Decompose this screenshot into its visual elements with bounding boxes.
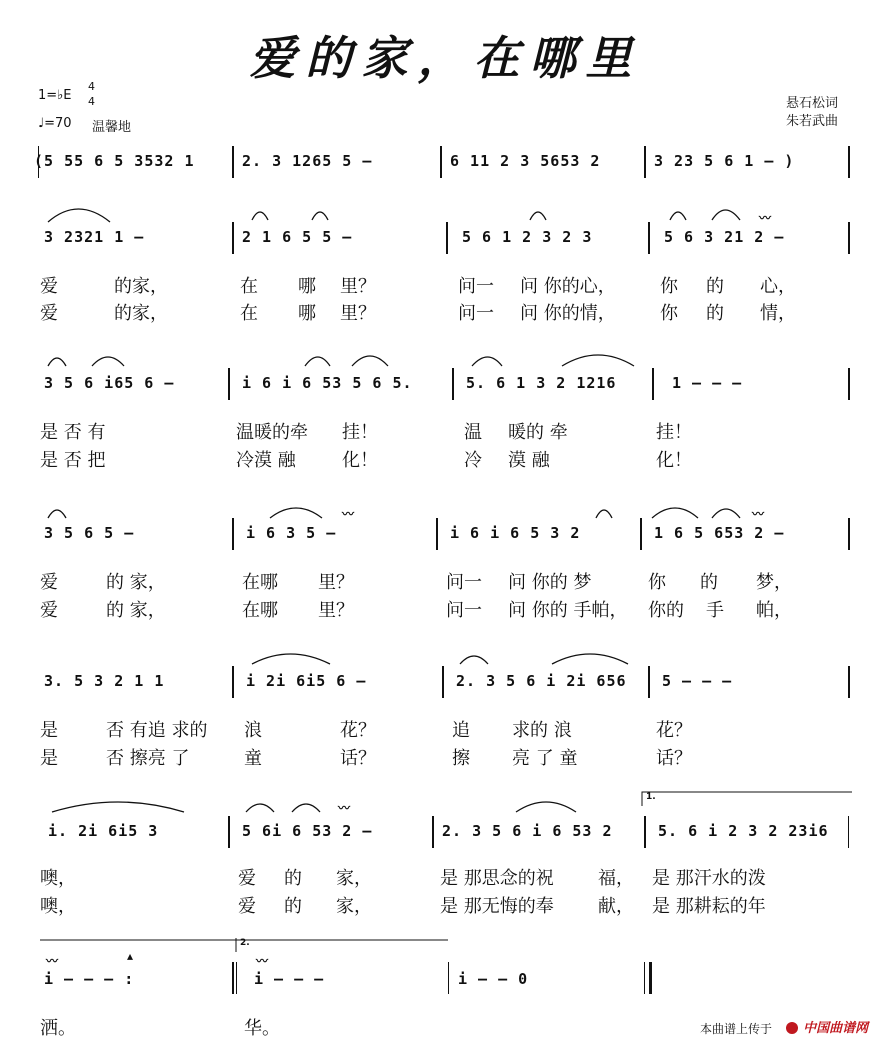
measure-1-4: 5 6 3 21 2 – xyxy=(664,228,785,246)
measure-1-1: 3 2321 1 – xyxy=(44,228,145,246)
measure-5-4: 5. 6 i 2 3 2 23i6 xyxy=(658,822,829,840)
site-logo[interactable] xyxy=(786,1017,868,1036)
measure-3-3: i 6 i 6 5 3 2 xyxy=(450,524,581,542)
measure-6-3: i – – 0 xyxy=(458,970,529,988)
measure-5-2: 5 6i 6 53 2 – xyxy=(242,822,373,840)
measure-1-2: 2 1 6 5 5 – xyxy=(242,228,353,246)
measure-1-3: 5 6 1 2 3 2 3 xyxy=(462,228,593,246)
upload-notice: 本曲谱上传于 xyxy=(700,1022,773,1036)
composer-credit: 朱若武曲 xyxy=(786,114,839,129)
measure-3-4: 1 6 5 653 2 – xyxy=(654,524,785,542)
measure-5-3: 2. 3 5 6 i 6 53 2 xyxy=(442,822,613,840)
song-title: 爱的家，在哪里 xyxy=(249,31,642,85)
measure-2-3: 5. 6 1 3 2 1216 xyxy=(466,374,617,392)
intro-measure-1: (5 55 6 5 3532 1 xyxy=(34,152,195,170)
measure-3-1: 3 5 6 5 – xyxy=(44,524,135,542)
measure-2-2: i 6 i 6 53 5 6 5. xyxy=(242,374,413,392)
measure-2-4: 1 – – – xyxy=(672,374,743,392)
time-signature-bottom: 4 xyxy=(88,95,95,108)
measure-6-1: i – – – : xyxy=(44,970,135,988)
intro-measure-4: 3 23 5 6 1 – ) xyxy=(654,152,795,170)
svg-text:〰: 〰 xyxy=(338,801,351,815)
logo-mark-icon xyxy=(786,1022,798,1034)
svg-text:〰: 〰 xyxy=(46,954,59,968)
measure-3-2: i 6 3 5 – xyxy=(246,524,337,542)
tempo-marking: ♩=70 xyxy=(38,116,72,131)
measure-4-2: i 2i 6i5 6 – xyxy=(246,672,367,690)
intro-measure-3: 6 11 2 3 5653 2 xyxy=(450,152,601,170)
svg-text:〰: 〰 xyxy=(256,954,269,968)
key-signature: 1=♭E xyxy=(38,88,72,103)
first-ending-label: 1. xyxy=(646,792,656,802)
svg-text:〰: 〰 xyxy=(752,507,765,521)
measure-2-1: 3 5 6 i65 6 – xyxy=(44,374,175,392)
site-name: 中国曲谱网 xyxy=(803,1021,869,1036)
time-signature-top: 4 xyxy=(88,80,95,93)
measure-6-2: i – – – xyxy=(254,970,325,988)
measure-4-3: 2. 3 5 6 i 2i 656 xyxy=(456,672,627,690)
measure-4-4: 5 – – – xyxy=(662,672,733,690)
svg-text:▴: ▴ xyxy=(127,949,134,963)
svg-text:〰: 〰 xyxy=(342,507,355,521)
lyricist-credit: 悬石松词 xyxy=(786,96,839,111)
expression-marking: 温馨地 xyxy=(92,120,132,135)
measure-5-1: i. 2i 6i5 3 xyxy=(48,822,159,840)
intro-measure-2: 2. 3 1265 5 – xyxy=(242,152,373,170)
second-ending-label: 2. xyxy=(240,938,250,948)
svg-text:〰: 〰 xyxy=(759,211,772,225)
measure-4-1: 3. 5 3 2 1 1 xyxy=(44,672,165,690)
